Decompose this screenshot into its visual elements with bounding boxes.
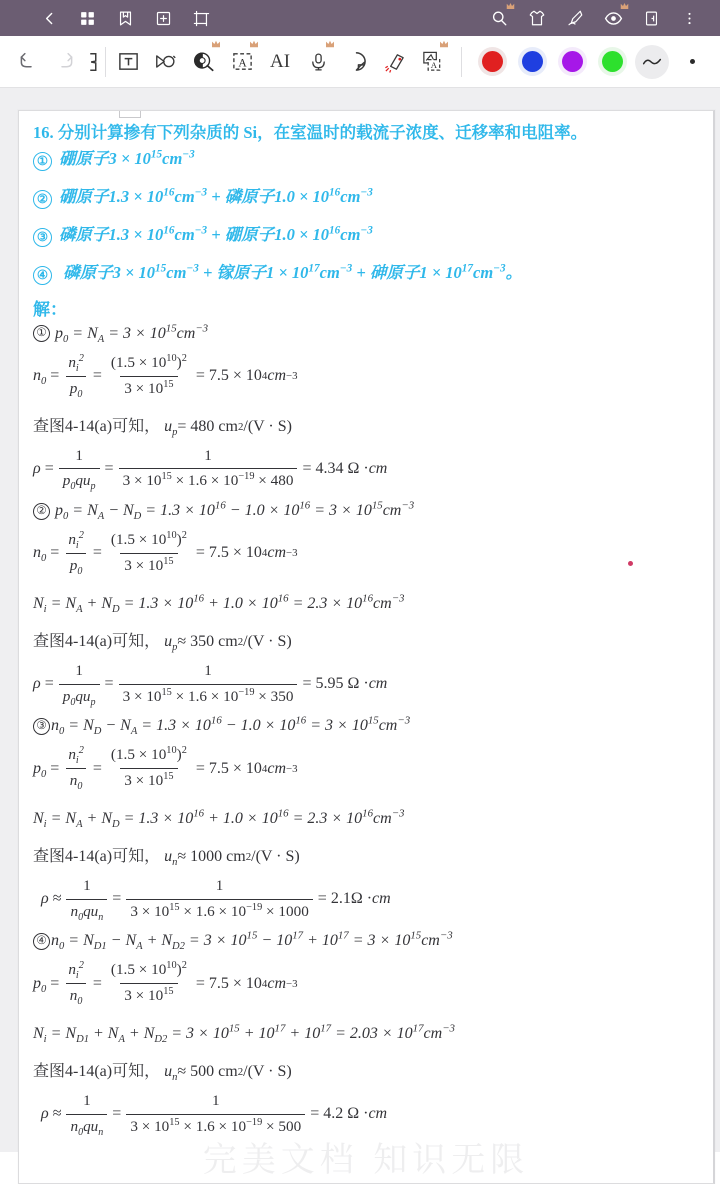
solution-line-13: 查图4-14(a)可知， $u_n$ ≈ 1000 cm 2 /(V · S) xyxy=(33,845,702,869)
premium-crown-icon xyxy=(249,40,258,48)
question-item-3: ③ 磷原子$1.3 \times 10^{16}cm^{-3}$ + 硼原子$1.0 \times 10^{16}cm^{-3}$ xyxy=(33,223,702,247)
pen-nib-icon xyxy=(566,9,584,27)
chart-note: 查图4-14(a)可知， xyxy=(33,847,161,865)
solution-line-5: ② $p_0 = N_A - N_D = 1.3 \times 10^{16} - 1.0 \times 10^{16} = 3 \times 10^{15}cm^{-3}$ xyxy=(33,499,702,523)
document-canvas[interactable] xyxy=(0,88,720,1179)
item-marker-4: ④ xyxy=(33,266,52,285)
contrast-button[interactable] xyxy=(185,38,223,86)
bracket-icon xyxy=(87,51,99,73)
solution-line-11: $p_0$ = $\frac{n_i^2}{n_0}$ = $\frac{(1.5 \times 10^{10})^2}{3 \times 10^{15}}$ = 7.5 × 10 4 cm −3 xyxy=(33,745,298,793)
chevron-left-icon xyxy=(41,10,58,27)
blue-color-dot xyxy=(522,51,543,72)
solution-line-18: 查图4-14(a)可知， $u_n$ ≈ 500 cm 2 /(V · S) xyxy=(33,1060,702,1084)
bookmark-icon xyxy=(117,10,134,27)
premium-crown-icon xyxy=(439,40,448,48)
fraction: $\frac{(1.5 \times 10^{10})^2}{3 \times 10^{15}}$ xyxy=(107,744,191,793)
text-box-icon xyxy=(117,50,140,73)
fraction: $\frac{1}{3 \times 10^{15} \times 1.6 \times 10^{-19} \times 500}$ xyxy=(126,1090,305,1139)
question-item-1: ① 硼原子$3 \times 10^{15}cm^{-3}$ xyxy=(33,147,702,171)
solution-line-2: $n_0$ = $\frac{n_i^2}{p_0}$ = $\frac{(1.5 \times 10^{10})^2}{3 \times 10^{15}}$ = 7.5 × 10 4 cm −3 xyxy=(33,352,298,400)
preview-button[interactable] xyxy=(594,0,632,36)
color-swatch-purple[interactable] xyxy=(552,38,592,86)
color-swatch-red[interactable] xyxy=(472,38,512,86)
item-marker-2: ② xyxy=(33,190,52,209)
select-text-button[interactable] xyxy=(223,38,261,86)
question-text: 分别计算掺有下列杂质的 Si，在室温时的载流子浓度、迁移率和电阻率。 xyxy=(57,123,588,142)
fraction: $\frac{n_i^2}{n_0}$ xyxy=(64,959,88,1008)
shirt-icon xyxy=(528,9,546,27)
crop-icon xyxy=(193,10,210,27)
svg-text:A: A xyxy=(237,57,247,70)
squiggle-icon xyxy=(635,45,669,79)
premium-crown-icon xyxy=(620,2,629,10)
solution-line-7: $N_i = N_A + N_D = 1.3 \times 10^{16} + 1.0 \times 10^{16} = 2.3 \times 10^{16}cm^{-3}$ xyxy=(33,592,405,615)
page-flip-icon xyxy=(643,10,660,27)
more-menu-button[interactable] xyxy=(670,0,708,36)
fraction: $\frac{n_i^2}{n_0}$ xyxy=(64,744,88,793)
question-item-2: ② 硼原子$1.3 \times 10^{16}cm^{-3}$ + 磷原子$1.0 \times 10^{16}cm^{-3}$ xyxy=(33,185,702,209)
contrast-tape-icon xyxy=(192,50,216,73)
solution-line-6: $n_0$ = $\frac{n_i^2}{p_0}$ = $\frac{(1.5 \times 10^{10})^2}{3 \times 10^{15}}$ = 7.5 × 10 4 cm −3 xyxy=(33,530,298,577)
ocr-translate-icon xyxy=(420,50,444,73)
chart-note: 查图4-14(a)可知， xyxy=(33,1063,161,1081)
item-marker-3: ③ xyxy=(33,228,52,247)
solution-marker-3: ③ xyxy=(33,718,50,735)
document-page[interactable] xyxy=(18,110,715,1184)
purple-color-dot xyxy=(562,51,583,72)
redo-icon xyxy=(55,51,76,72)
chart-note: 查图4-14(a)可知， xyxy=(33,417,161,435)
voice-button[interactable] xyxy=(299,38,337,86)
green-color-dot xyxy=(602,51,623,72)
solution-marker-1: ① xyxy=(33,325,50,342)
fraction: $\frac{n_i^2}{p_0}$ xyxy=(64,529,88,578)
edit-toolbar xyxy=(0,36,720,88)
top-toolbar xyxy=(0,0,720,36)
svg-text:A: A xyxy=(430,60,438,71)
undo-icon xyxy=(17,51,38,72)
bracket-button[interactable] xyxy=(84,38,102,86)
fraction: $\frac{1}{n_0qu_n}$ xyxy=(66,875,107,924)
red-color-dot xyxy=(482,51,503,72)
fraction: $\frac{1}{p_0qu_p}$ xyxy=(59,445,100,494)
solution-line-19: ρ ≈ $\frac{1}{n_0qu_n}$ = $\frac{1}{3 \times 10^{15} \times 1.6 \times 10^{-19} \times 500}$ = 4.2 Ω · cm xyxy=(41,1092,388,1138)
solution-label: 解： xyxy=(33,299,67,319)
solution-line-17: $N_i = N_{D1} + N_A + N_{D2} = 3 \times 10^{15} + 10^{17} + 10^{17} = 2.03 \times 10^{17}cm^{-3}$ xyxy=(33,1022,455,1046)
solution-line-3: 查图4-14(a)可知， $u_p$ = 480 cm 2 /(V · S) xyxy=(33,415,702,439)
undo-button[interactable] xyxy=(8,38,46,86)
fraction: $\frac{(1.5 \times 10^{10})^2}{3 \times 10^{15}}$ xyxy=(107,529,191,578)
fraction: $\frac{1}{n_0qu_n}$ xyxy=(66,1090,107,1139)
color-swatch-green[interactable] xyxy=(592,38,632,86)
microphone-icon xyxy=(308,51,329,73)
sticker-icon xyxy=(345,50,368,73)
tag-pen-icon xyxy=(383,50,406,73)
highlight-button[interactable] xyxy=(375,38,413,86)
bookmark-button[interactable] xyxy=(106,0,144,36)
top-toolbar-right-group xyxy=(480,0,720,36)
fraction: $\frac{(1.5 \times 10^{10})^2}{3 \times 10^{15}}$ xyxy=(107,352,191,401)
dot-icon xyxy=(690,59,695,64)
eye-icon xyxy=(604,9,623,28)
text-box-button[interactable] xyxy=(109,38,147,86)
fraction: $\frac{1}{3 \times 10^{15} \times 1.6 \times 10^{-19} \times 1000}$ xyxy=(126,875,312,924)
signature-button[interactable] xyxy=(556,0,594,36)
fraction: $\frac{(1.5 \times 10^{10})^2}{3 \times 10^{15}}$ xyxy=(107,959,191,1008)
grid-view-button[interactable] xyxy=(68,0,106,36)
kebab-menu-icon xyxy=(681,10,698,27)
fraction: $\frac{n_i^2}{p_0}$ xyxy=(64,352,88,401)
premium-crown-icon xyxy=(325,40,334,48)
item-marker-1: ① xyxy=(33,152,52,171)
add-page-button[interactable] xyxy=(144,0,182,36)
shape-icon xyxy=(154,50,178,73)
question-number: 16. xyxy=(33,123,54,142)
redo-button[interactable] xyxy=(46,38,84,86)
search-icon xyxy=(490,9,508,27)
solution-line-10: ③ $n_0 = N_D - N_A = 1.3 \times 10^{16} - 1.0 \times 10^{16} = 3 \times 10^{15}cm^{-3}$ xyxy=(33,714,702,738)
crop-button[interactable] xyxy=(182,0,220,36)
fraction: $\frac{1}{3 \times 10^{15} \times 1.6 \times 10^{-19} \times 480}$ xyxy=(119,445,298,494)
grid-view-icon xyxy=(79,10,96,27)
solution-line-9: ρ = $\frac{1}{p_0qu_p}$ = $\frac{1}{3 \times 10^{15} \times 1.6 \times 10^{-19} \times 350}$ = 5.95 Ω · cm xyxy=(33,661,388,708)
color-swatch-blue[interactable] xyxy=(512,38,552,86)
fraction: $\frac{1}{3 \times 10^{15} \times 1.6 \times 10^{-19} \times 350}$ xyxy=(119,660,298,709)
document-content xyxy=(19,111,716,1145)
template-button[interactable] xyxy=(518,0,556,36)
select-text-icon xyxy=(231,50,254,73)
ocr-translate-button[interactable] xyxy=(413,38,451,86)
stroke-size-button[interactable] xyxy=(672,38,712,86)
sticker-button[interactable] xyxy=(337,38,375,86)
solution-line-15: ④ $n_0 = N_{D1} - N_A + N_{D2} = 3 \times 10^{15} - 10^{17} + 10^{17} = 3 \times 10^{15}cm^{-3}$ xyxy=(33,929,702,953)
back-button[interactable] xyxy=(30,0,68,36)
solution-marker-4: ④ xyxy=(33,933,50,950)
question-prompt xyxy=(33,121,702,145)
solution-line-8: 查图4-14(a)可知， $u_p$ ≈ 350 cm 2 /(V · S) xyxy=(33,630,702,654)
stroke-style-button[interactable] xyxy=(632,38,672,86)
solution-line-12: $N_i = N_A + N_D = 1.3 \times 10^{16} + 1.0 \times 10^{16} = 2.3 \times 10^{16}cm^{-3}$ xyxy=(33,807,405,831)
page-mode-button[interactable] xyxy=(632,0,670,36)
solution-line-4: ρ = $\frac{1}{p_0qu_p}$ = $\frac{1}{3 \times 10^{15} \times 1.6 \times 10^{-19} \times 480}$ = 4.34 Ω · cm xyxy=(33,446,388,493)
premium-crown-icon xyxy=(506,2,515,10)
fraction: $\frac{1}{p_0qu_p}$ xyxy=(59,660,100,709)
premium-crown-icon xyxy=(211,40,220,48)
question-item-4: ④ 磷原子$3 \times 10^{15}cm^{-3}$ + 镓原子$1 \times 10^{17}cm^{-3}$ + 砷原子$1 \times 10^{17}cm^{-3}$。 xyxy=(33,261,702,285)
ai-button[interactable] xyxy=(261,38,299,86)
top-toolbar-left-group xyxy=(0,0,220,36)
ai-icon: AI xyxy=(269,50,291,72)
solution-line-1: ① $p_0 = N_A = 3 \times 10^{15}cm^{-3}$ xyxy=(33,322,702,346)
solution-marker-2: ② xyxy=(33,503,50,520)
toolbar-divider xyxy=(105,47,106,77)
solution-line-14: ρ ≈ $\frac{1}{n_0qu_n}$ = $\frac{1}{3 \times 10^{15} \times 1.6 \times 10^{-19} \times 1000}$ = 2.1Ω · cm xyxy=(41,876,391,923)
toolbar-divider-2 xyxy=(461,47,462,77)
page-watermark: 完美文档 知识无限 xyxy=(202,1141,530,1179)
search-button[interactable] xyxy=(480,0,518,36)
add-box-icon xyxy=(155,10,172,27)
chart-note: 查图4-14(a)可知， xyxy=(33,632,161,650)
shape-button[interactable] xyxy=(147,38,185,86)
solution-line-16: $p_0$ = $\frac{n_i^2}{n_0}$ = $\frac{(1.5 \times 10^{10})^2}{3 \times 10^{15}}$ = 7.5 × 10 4 cm −3 xyxy=(33,960,298,1008)
